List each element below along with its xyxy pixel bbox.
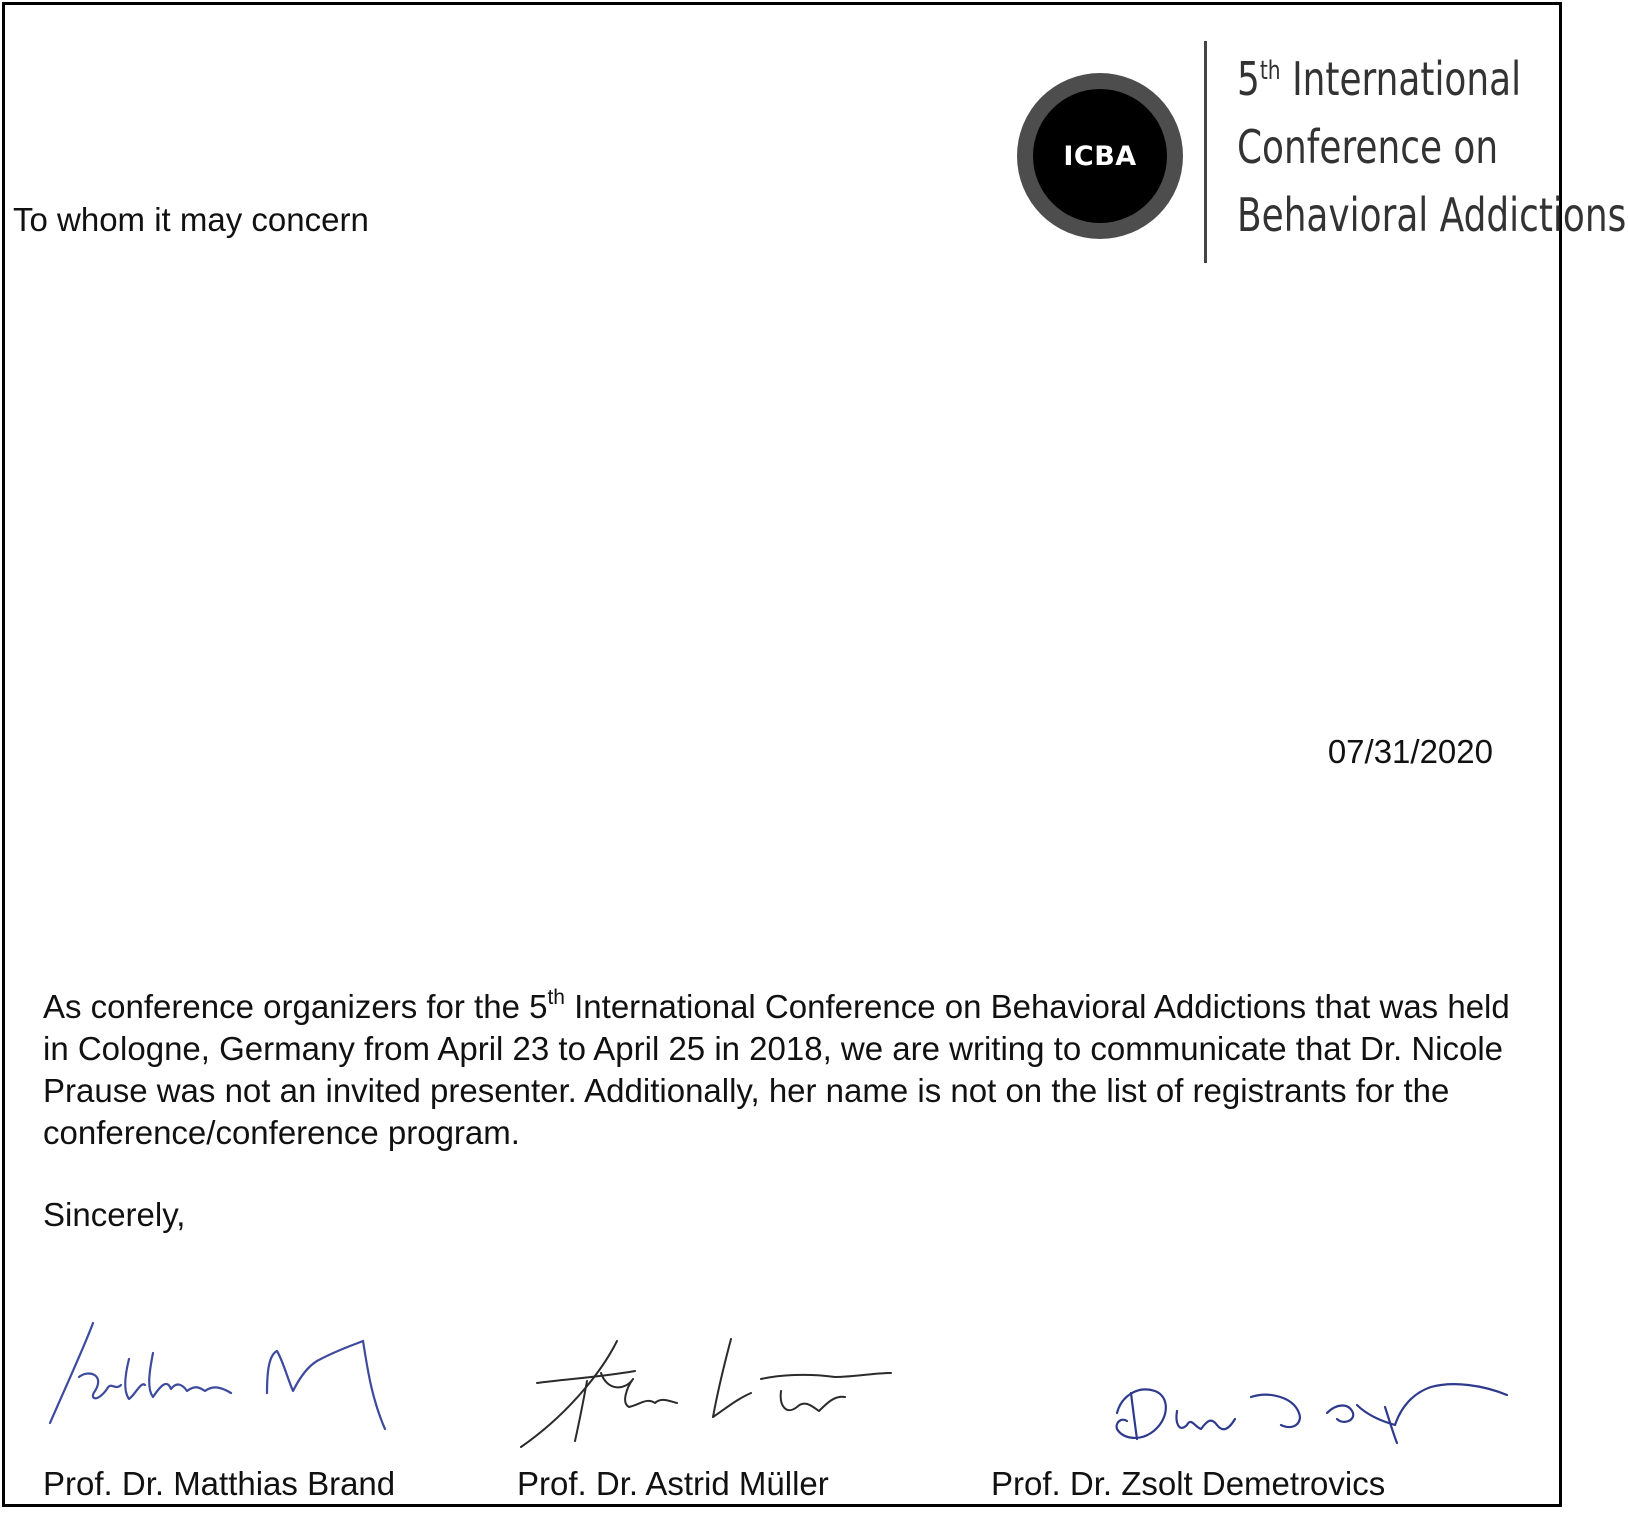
header-divider [1204,41,1207,263]
letter-page [2,2,1627,1507]
icba-logo-core [1033,89,1167,223]
icba-logo [1017,73,1183,239]
conference-name-line-2: Conference on [1237,120,1499,174]
signatory-name-demetrovics: Prof. Dr. Zsolt Demetrovics [991,1465,1386,1502]
signatory-name-brand: Prof. Dr. Matthias Brand [43,1465,396,1502]
conference-name-line-3: Behavioral Addictions [1237,188,1627,242]
conference-name [1237,45,1627,249]
letter-date: 07/31/2020 [1327,733,1493,770]
body-paragraph: As conference organizers for the 5th International Conference on Behavioral Addictions that was held in Cologne, Germany from April 23 to April 25 in 2018, we are writing to communicate that Dr. Nicole Prause was not an invited presenter. Additionally, her name is not on the list of registrants for the conference/conference program. [43,986,1510,1151]
signature-mueller [517,1333,897,1453]
logo-text: ICBA [1063,140,1137,172]
closing: Sincerely, [43,1196,186,1233]
signature-demetrovics [1113,1363,1513,1463]
signature-brand [45,1315,405,1445]
salutation: To whom it may concern [13,201,369,238]
signatory-name-mueller: Prof. Dr. Astrid Müller [517,1465,829,1502]
letter-body [43,986,1513,1154]
conference-name-line-1: 5th International [1237,52,1522,106]
